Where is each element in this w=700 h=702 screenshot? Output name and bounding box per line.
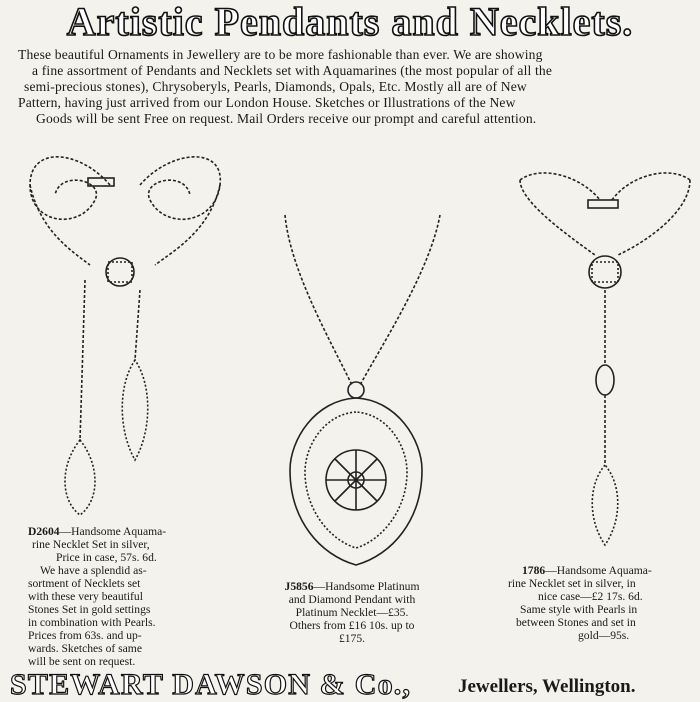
intro-line: These beautiful Ornaments in Jewellery are to be more fashionable than ever. We are showing xyxy=(18,47,543,62)
caption-left: D2604—Handsome Aquama- rine Necklet Set in silver, Price in case, 57s. 6d. We have a splendid as- sortment of Necklets set with these very beautiful Stones Set in gold settings in combination with Pearls. Prices from 63s. and up- wards. Sketches of same will be sent on request. xyxy=(28,525,167,668)
company-name: STEWART DAWSON & Co., xyxy=(10,668,412,701)
intro-line: Goods will be sent Free on request. Mail Orders receive our prompt and careful attention. xyxy=(36,111,537,126)
intro-line: Pattern, having just arrived from our London House. Sketches or Illustrations of the New xyxy=(18,95,516,110)
item-code-right: 1786 xyxy=(522,564,546,577)
caption-right: 1786—Handsome Aquama- rine Necklet set in silver, in nice case—£2 17s. 6d. Same style with Pearls in between Stones and set in gold—95s. xyxy=(508,564,652,642)
right-necklet-illustration xyxy=(520,173,690,545)
item-code-left: D2604 xyxy=(28,525,60,538)
item-code-center: J5856 xyxy=(284,580,314,593)
company-tagline: Jewellers, Wellington. xyxy=(458,676,636,697)
advert-title: Artistic Pendants and Necklets. xyxy=(66,0,634,44)
intro-line: semi-precious stones), Chrysoberyls, Pearls, Diamonds, Opals, Etc. Mostly all are of New xyxy=(24,79,527,94)
intro-line: a fine assortment of Pendants and Necklets set with Aquamarines (the most popular of all the xyxy=(32,63,553,78)
caption-center: J5856—Handsome Platinum and Diamond Pendant with Platinum Necklet—£35. Others from £16 10s. up to £175. xyxy=(284,580,420,645)
center-pendant-illustration xyxy=(285,215,440,565)
left-necklet-illustration xyxy=(30,157,220,515)
